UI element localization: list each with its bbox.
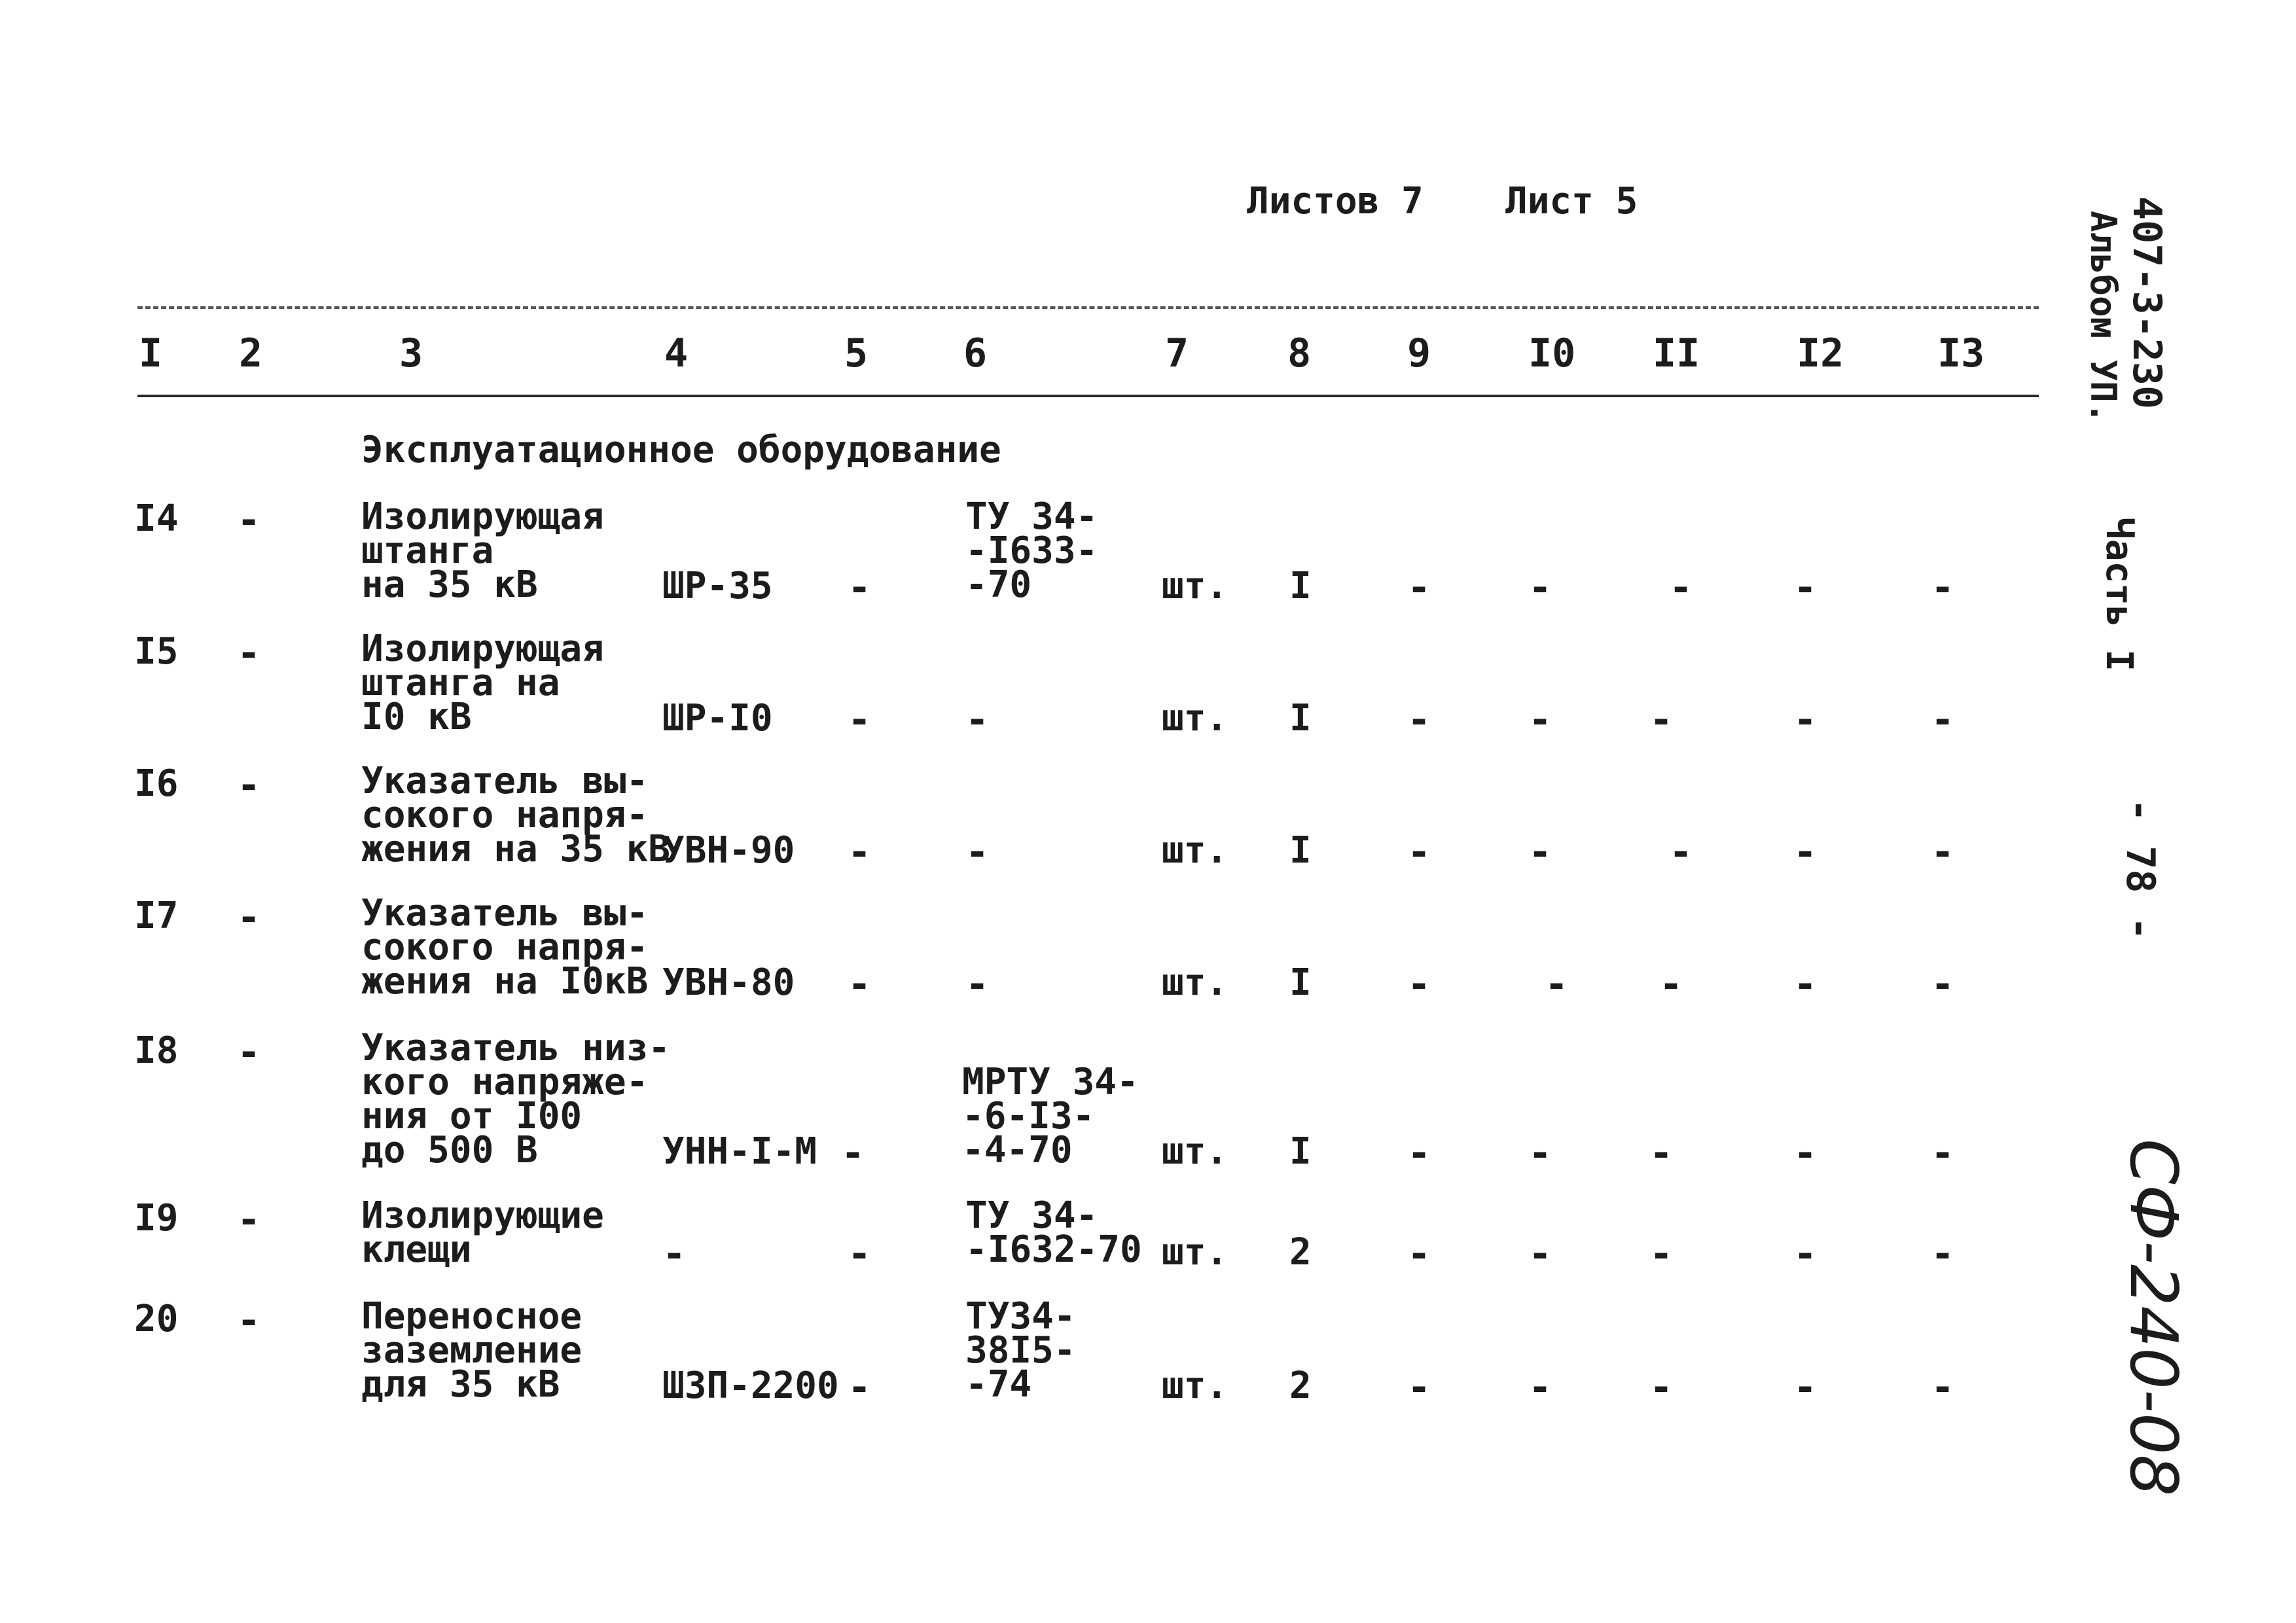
header-bottom-rule [137,395,2039,397]
cell-col5: - [848,829,872,875]
top-rule [137,306,2039,309]
item-qty: I [1289,565,1312,607]
item-type: УНН-I-М [662,1130,817,1173]
stamp-album: Альбом УП. [2083,211,2124,424]
cell-col10: - [1528,697,1552,743]
cell-col11: - [1659,961,1683,1007]
cell-col2: - [237,630,261,676]
cell-col9: - [1407,697,1431,743]
item-doc: - [965,697,990,743]
item-unit: шт. [1162,829,1229,872]
item-unit: шт. [1162,1364,1229,1407]
cell-col5: - [848,697,872,743]
item-type: - [662,1231,687,1277]
stamp-page-number: - 78 - [2117,798,2163,940]
item-name: Изолирующая штанга на 35 кВ [361,495,604,606]
cell-col12: - [1793,961,1818,1007]
item-name: Указатель низ- кого напряже- ния от I00 до 500 В [361,1027,671,1171]
column-header: I3 [1937,330,1985,376]
item-doc: ТУ 34- -I633- -70 [965,495,1098,606]
item-type: ШР-I0 [662,697,773,740]
cell-col11: - [1669,829,1693,875]
cell-col9: - [1407,1231,1431,1277]
section-title: Эксплуатационное оборудование [361,429,1001,471]
cell-col13: - [1931,961,1955,1007]
cell-col9: - [1407,1130,1431,1176]
cell-col11: - [1649,697,1674,743]
item-name: Изолирующая штанга на I0 кВ [361,628,604,738]
item-doc: - [965,829,990,875]
cell-col10: - [1528,1364,1552,1410]
item-qty: I [1289,1130,1312,1173]
column-header: 5 [844,330,869,376]
cell-col13: - [1931,829,1955,875]
cell-col2: - [237,497,261,543]
row-number: I6 [134,762,179,805]
cell-col12: - [1793,829,1818,875]
cell-col5: - [848,1364,872,1410]
item-qty: I [1289,961,1312,1004]
cell-col12: - [1793,565,1818,611]
item-name: Изолирующие клещи [361,1194,604,1271]
cell-col11: - [1649,1130,1674,1176]
column-header: 6 [963,330,988,376]
column-header: 2 [239,330,263,376]
item-type: ШЗП-2200 [662,1364,839,1407]
item-unit: шт. [1162,697,1229,740]
cell-col5: - [848,565,872,611]
cell-col5: - [841,1130,865,1176]
stamp-handwritten-code: СФ-240-08 [2115,1139,2192,1497]
cell-col13: - [1931,1364,1955,1410]
item-type: УВН-90 [662,829,795,872]
column-header: 8 [1287,330,1312,376]
cell-col2: - [237,1298,261,1344]
item-doc: ТУ 34- -I632-70 [965,1194,1142,1271]
cell-col13: - [1931,1231,1955,1277]
item-name: Указатель вы- сокого напря- жения на I0кВ [361,892,649,1003]
row-number: I4 [134,497,179,540]
cell-col10: - [1528,829,1552,875]
cell-col10: - [1528,565,1552,611]
item-doc: - [965,961,990,1007]
item-doc: МРТУ 34- -6-I3- -4-70 [962,1061,1139,1171]
item-qty: 2 [1289,1231,1312,1274]
cell-col2: - [237,895,261,940]
column-header: 7 [1165,330,1189,376]
column-header: I [139,330,163,376]
row-number: 20 [134,1298,179,1340]
column-header: I0 [1528,330,1576,376]
column-header: 4 [664,330,689,376]
cell-col13: - [1931,697,1955,743]
cell-col11: - [1669,565,1693,611]
stamp-part: Часть I [2098,517,2140,672]
row-number: I5 [134,630,179,673]
cell-col10: - [1528,1231,1552,1277]
cell-col2: - [237,762,261,808]
sheet-number: Лист 5 [1505,180,1638,223]
cell-col13: - [1931,565,1955,611]
row-number: I8 [134,1029,179,1072]
cell-col9: - [1407,829,1431,875]
column-header: 3 [399,330,423,376]
item-unit: шт. [1162,961,1229,1004]
cell-col9: - [1407,565,1431,611]
cell-col12: - [1793,1130,1818,1176]
item-unit: шт. [1162,1130,1229,1173]
row-number: I7 [134,895,179,937]
stamp-code: 407-3-230 [2124,196,2170,410]
cell-col11: - [1649,1231,1674,1277]
cell-col5: - [848,1231,872,1277]
item-unit: шт. [1162,565,1229,607]
item-type: ШР-35 [662,565,773,607]
cell-col9: - [1407,1364,1431,1410]
cell-col12: - [1793,697,1818,743]
cell-col13: - [1931,1130,1955,1176]
cell-col2: - [237,1197,261,1243]
column-header: II [1653,330,1700,376]
item-qty: I [1289,697,1312,740]
item-name: Указатель вы- сокого напря- жения на 35 кВ [361,760,671,870]
cell-col12: - [1793,1231,1818,1277]
column-header: 9 [1407,330,1431,376]
cell-col2: - [237,1029,261,1075]
item-type: УВН-80 [662,961,795,1004]
cell-col5: - [848,961,872,1007]
item-qty: 2 [1289,1364,1312,1407]
sheets-total: Листов 7 [1247,180,1424,223]
row-number: I9 [134,1197,179,1240]
cell-col12: - [1793,1364,1818,1410]
cell-col11: - [1649,1364,1674,1410]
cell-col10: - [1545,961,1569,1007]
item-qty: I [1289,829,1312,872]
column-header: I2 [1797,330,1844,376]
item-doc: ТУ34- 38I5- -74 [965,1295,1076,1406]
cell-col10: - [1528,1130,1552,1176]
cell-col9: - [1407,961,1431,1007]
item-name: Переносное заземление для 35 кВ [361,1295,583,1406]
item-unit: шт. [1162,1231,1229,1274]
